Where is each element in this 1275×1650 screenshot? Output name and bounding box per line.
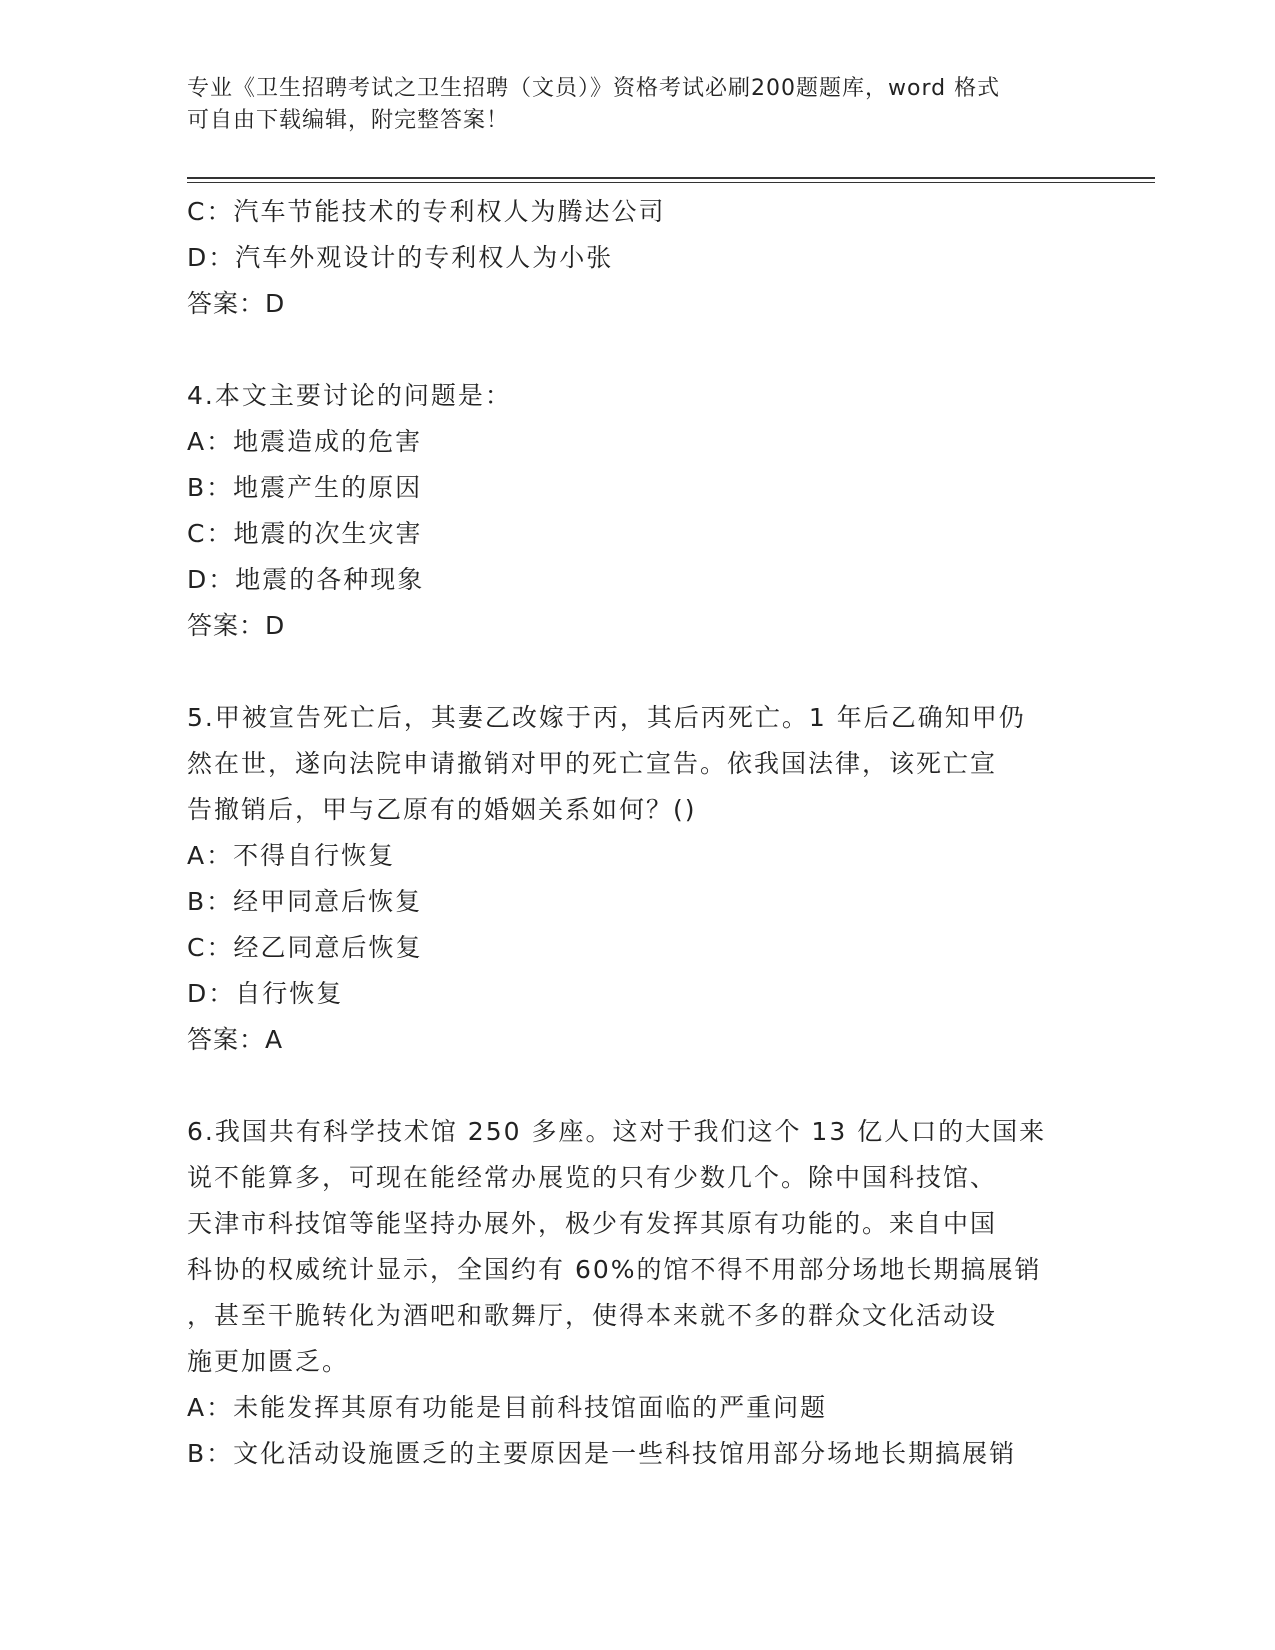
question-stem: 4.本文主要讨论的问题是： [187,381,512,410]
question-stem-line: 6.我国共有科学技术馆 250 多座。这对于我们这个 13 亿人口的大国来 [187,1117,1047,1146]
question-stem-line: 施更加匮乏。 [187,1347,350,1376]
spacer [187,649,1087,695]
option-d: D：汽车外观设计的专利权人为小张 [187,243,614,272]
spacer [187,327,1087,373]
document-body [187,189,1087,1477]
header-rule-thick [187,177,1155,179]
question-stem-line: 科协的权威统计显示，全国约有 60%的馆不得不用部分场地长期搞展销 [187,1255,1042,1284]
question-stem-line: 说不能算多，可现在能经常办展览的只有少数几个。除中国科技馆、 [187,1163,998,1192]
option-c: C：经乙同意后恢复 [187,933,423,962]
header-title-line-2: 可自由下载编辑，附完整答案！ [187,108,510,133]
answer-line: 答案：D [187,289,286,318]
question-6 [187,1109,1087,1477]
option-b: B：地震产生的原因 [187,473,423,502]
option-c: C：地震的次生灾害 [187,519,423,548]
header-rule-thin [187,182,1155,183]
question-stem-line: ，甚至干脆转化为酒吧和歌舞厅，使得本来就不多的群众文化活动设 [187,1301,998,1330]
question-stem-line: 天津市科技馆等能坚持办展外，极少有发挥其原有功能的。来自中国 [187,1209,998,1238]
option-b: B：文化活动设施匮乏的主要原因是一些科技馆用部分场地长期搞展销 [187,1439,1017,1468]
question-stem-line: 告撤销后，甲与乙原有的婚姻关系如何？() [187,795,697,824]
header-title-line-1: 专业《卫生招聘考试之卫生招聘（文员）》资格考试必刷200题题库，word 格式 [187,76,1001,101]
spacer [187,1063,1087,1109]
option-d: D：自行恢复 [187,979,344,1008]
question-4 [187,373,1087,649]
question-5 [187,695,1087,1063]
question-stem-line: 5.甲被宣告死亡后，其妻乙改嫁于丙，其后丙死亡。1 年后乙确知甲仍 [187,703,1026,732]
option-a: A：地震造成的危害 [187,427,423,456]
previous-question-tail [187,189,1087,327]
answer-line: 答案：A [187,1025,284,1054]
answer-line: 答案：D [187,611,286,640]
document-header [187,73,1087,137]
option-a: A：不得自行恢复 [187,841,396,870]
option-c: C：汽车节能技术的专利权人为腾达公司 [187,197,666,226]
question-stem-line: 然在世，遂向法院申请撤销对甲的死亡宣告。依我国法律，该死亡宣 [187,749,998,778]
option-a: A：未能发挥其原有功能是目前科技馆面临的严重问题 [187,1393,828,1422]
option-d: D：地震的各种现象 [187,565,425,594]
option-b: B：经甲同意后恢复 [187,887,423,916]
